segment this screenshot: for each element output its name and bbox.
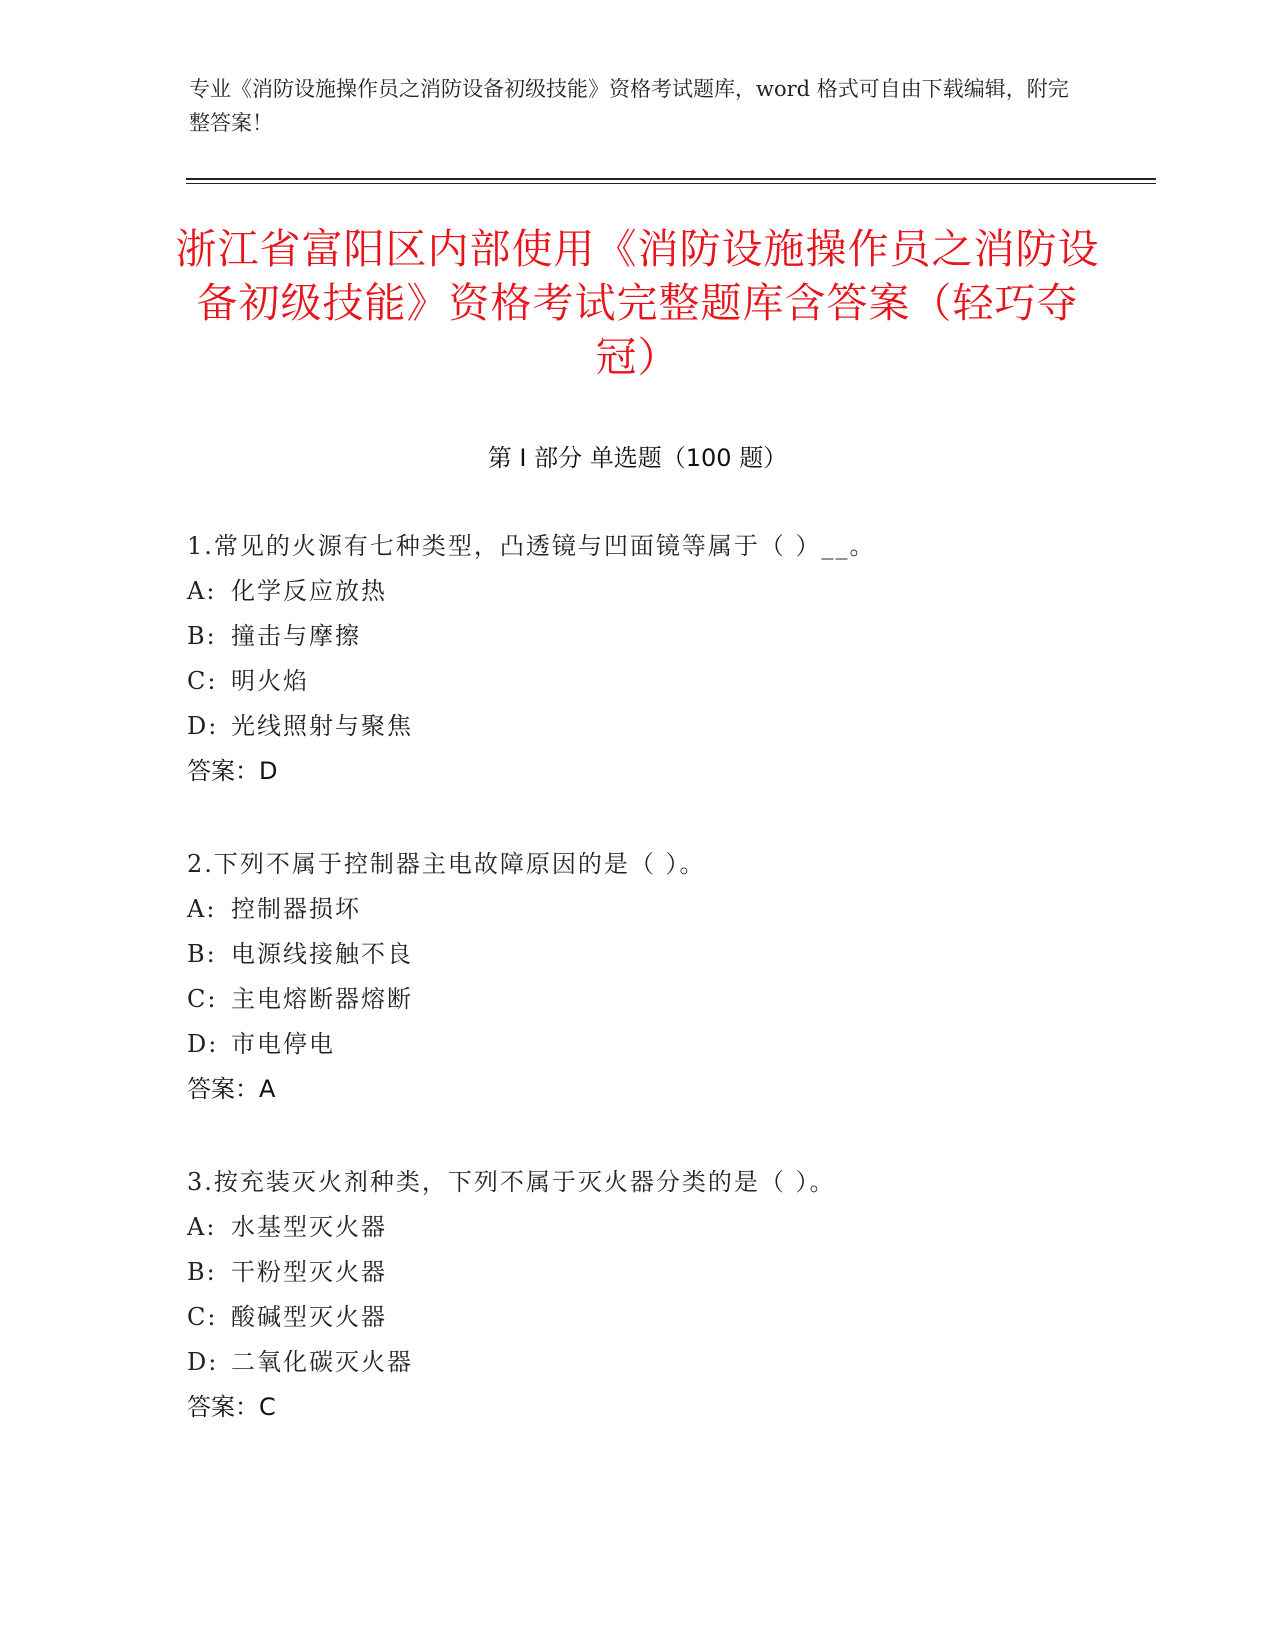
option-a: [187, 569, 1187, 614]
question-1: [187, 524, 1187, 794]
answer-line: 答案：D: [187, 757, 278, 785]
option-d: [187, 1022, 1187, 1067]
option-label: C:: [187, 1303, 218, 1331]
option-text: 光线照射与聚焦: [231, 712, 413, 740]
answer-line: 答案：C: [187, 1393, 276, 1421]
question-3: [187, 1160, 1187, 1430]
option-text: 化学反应放热: [231, 577, 387, 605]
option-a: [187, 1205, 1187, 1250]
option-label: D:: [187, 1348, 219, 1376]
option-text: 撞击与摩擦: [231, 622, 361, 650]
option-c: [187, 659, 1187, 704]
answer-line: 答案：A: [187, 1075, 276, 1103]
option-text: 干粉型灭火器: [231, 1258, 387, 1286]
header-note: 专业《消防设施操作员之消防设备初级技能》资格考试题库，word 格式可自由下载编辑，附完整答案！: [189, 77, 1069, 135]
option-label: D:: [187, 712, 219, 740]
header-divider-thin: [186, 183, 1156, 184]
option-label: A:: [187, 1213, 217, 1241]
question-stem: 3.按充装灭火剂种类，下列不属于灭火器分类的是（ ）。: [187, 1168, 836, 1196]
option-text: 电源线接触不良: [231, 940, 413, 968]
option-text: 水基型灭火器: [231, 1213, 387, 1241]
option-text: 酸碱型灭火器: [231, 1303, 387, 1331]
option-text: 控制器损坏: [231, 895, 361, 923]
question-2: [187, 842, 1187, 1112]
option-b: [187, 1250, 1187, 1295]
option-label: C:: [187, 985, 218, 1013]
header-divider-thick: [186, 178, 1156, 180]
option-label: D:: [187, 1030, 219, 1058]
option-d: [187, 1340, 1187, 1385]
option-c: [187, 1295, 1187, 1340]
option-a: [187, 887, 1187, 932]
option-label: A:: [187, 895, 217, 923]
document-title: 浙江省富阳区内部使用《消防设施操作员之消防设备初级技能》资格考试完整题库含答案（轻巧夺冠）: [175, 225, 1100, 381]
option-label: C:: [187, 667, 218, 695]
option-label: B:: [187, 1258, 217, 1286]
option-label: B:: [187, 622, 217, 650]
option-label: B:: [187, 940, 217, 968]
option-label: A:: [187, 577, 217, 605]
option-d: [187, 704, 1187, 749]
option-b: [187, 614, 1187, 659]
section-title: 第 I 部分 单选题（100 题）: [487, 444, 788, 472]
question-stem: 1.常见的火源有七种类型，凸透镜与凹面镜等属于（ ）__。: [187, 532, 876, 560]
option-b: [187, 932, 1187, 977]
option-c: [187, 977, 1187, 1022]
option-text: 二氧化碳灭火器: [231, 1348, 413, 1376]
option-text: 主电熔断器熔断: [231, 985, 413, 1013]
option-text: 明火焰: [231, 667, 309, 695]
option-text: 市电停电: [231, 1030, 335, 1058]
question-stem: 2.下列不属于控制器主电故障原因的是（ ）。: [187, 850, 706, 878]
